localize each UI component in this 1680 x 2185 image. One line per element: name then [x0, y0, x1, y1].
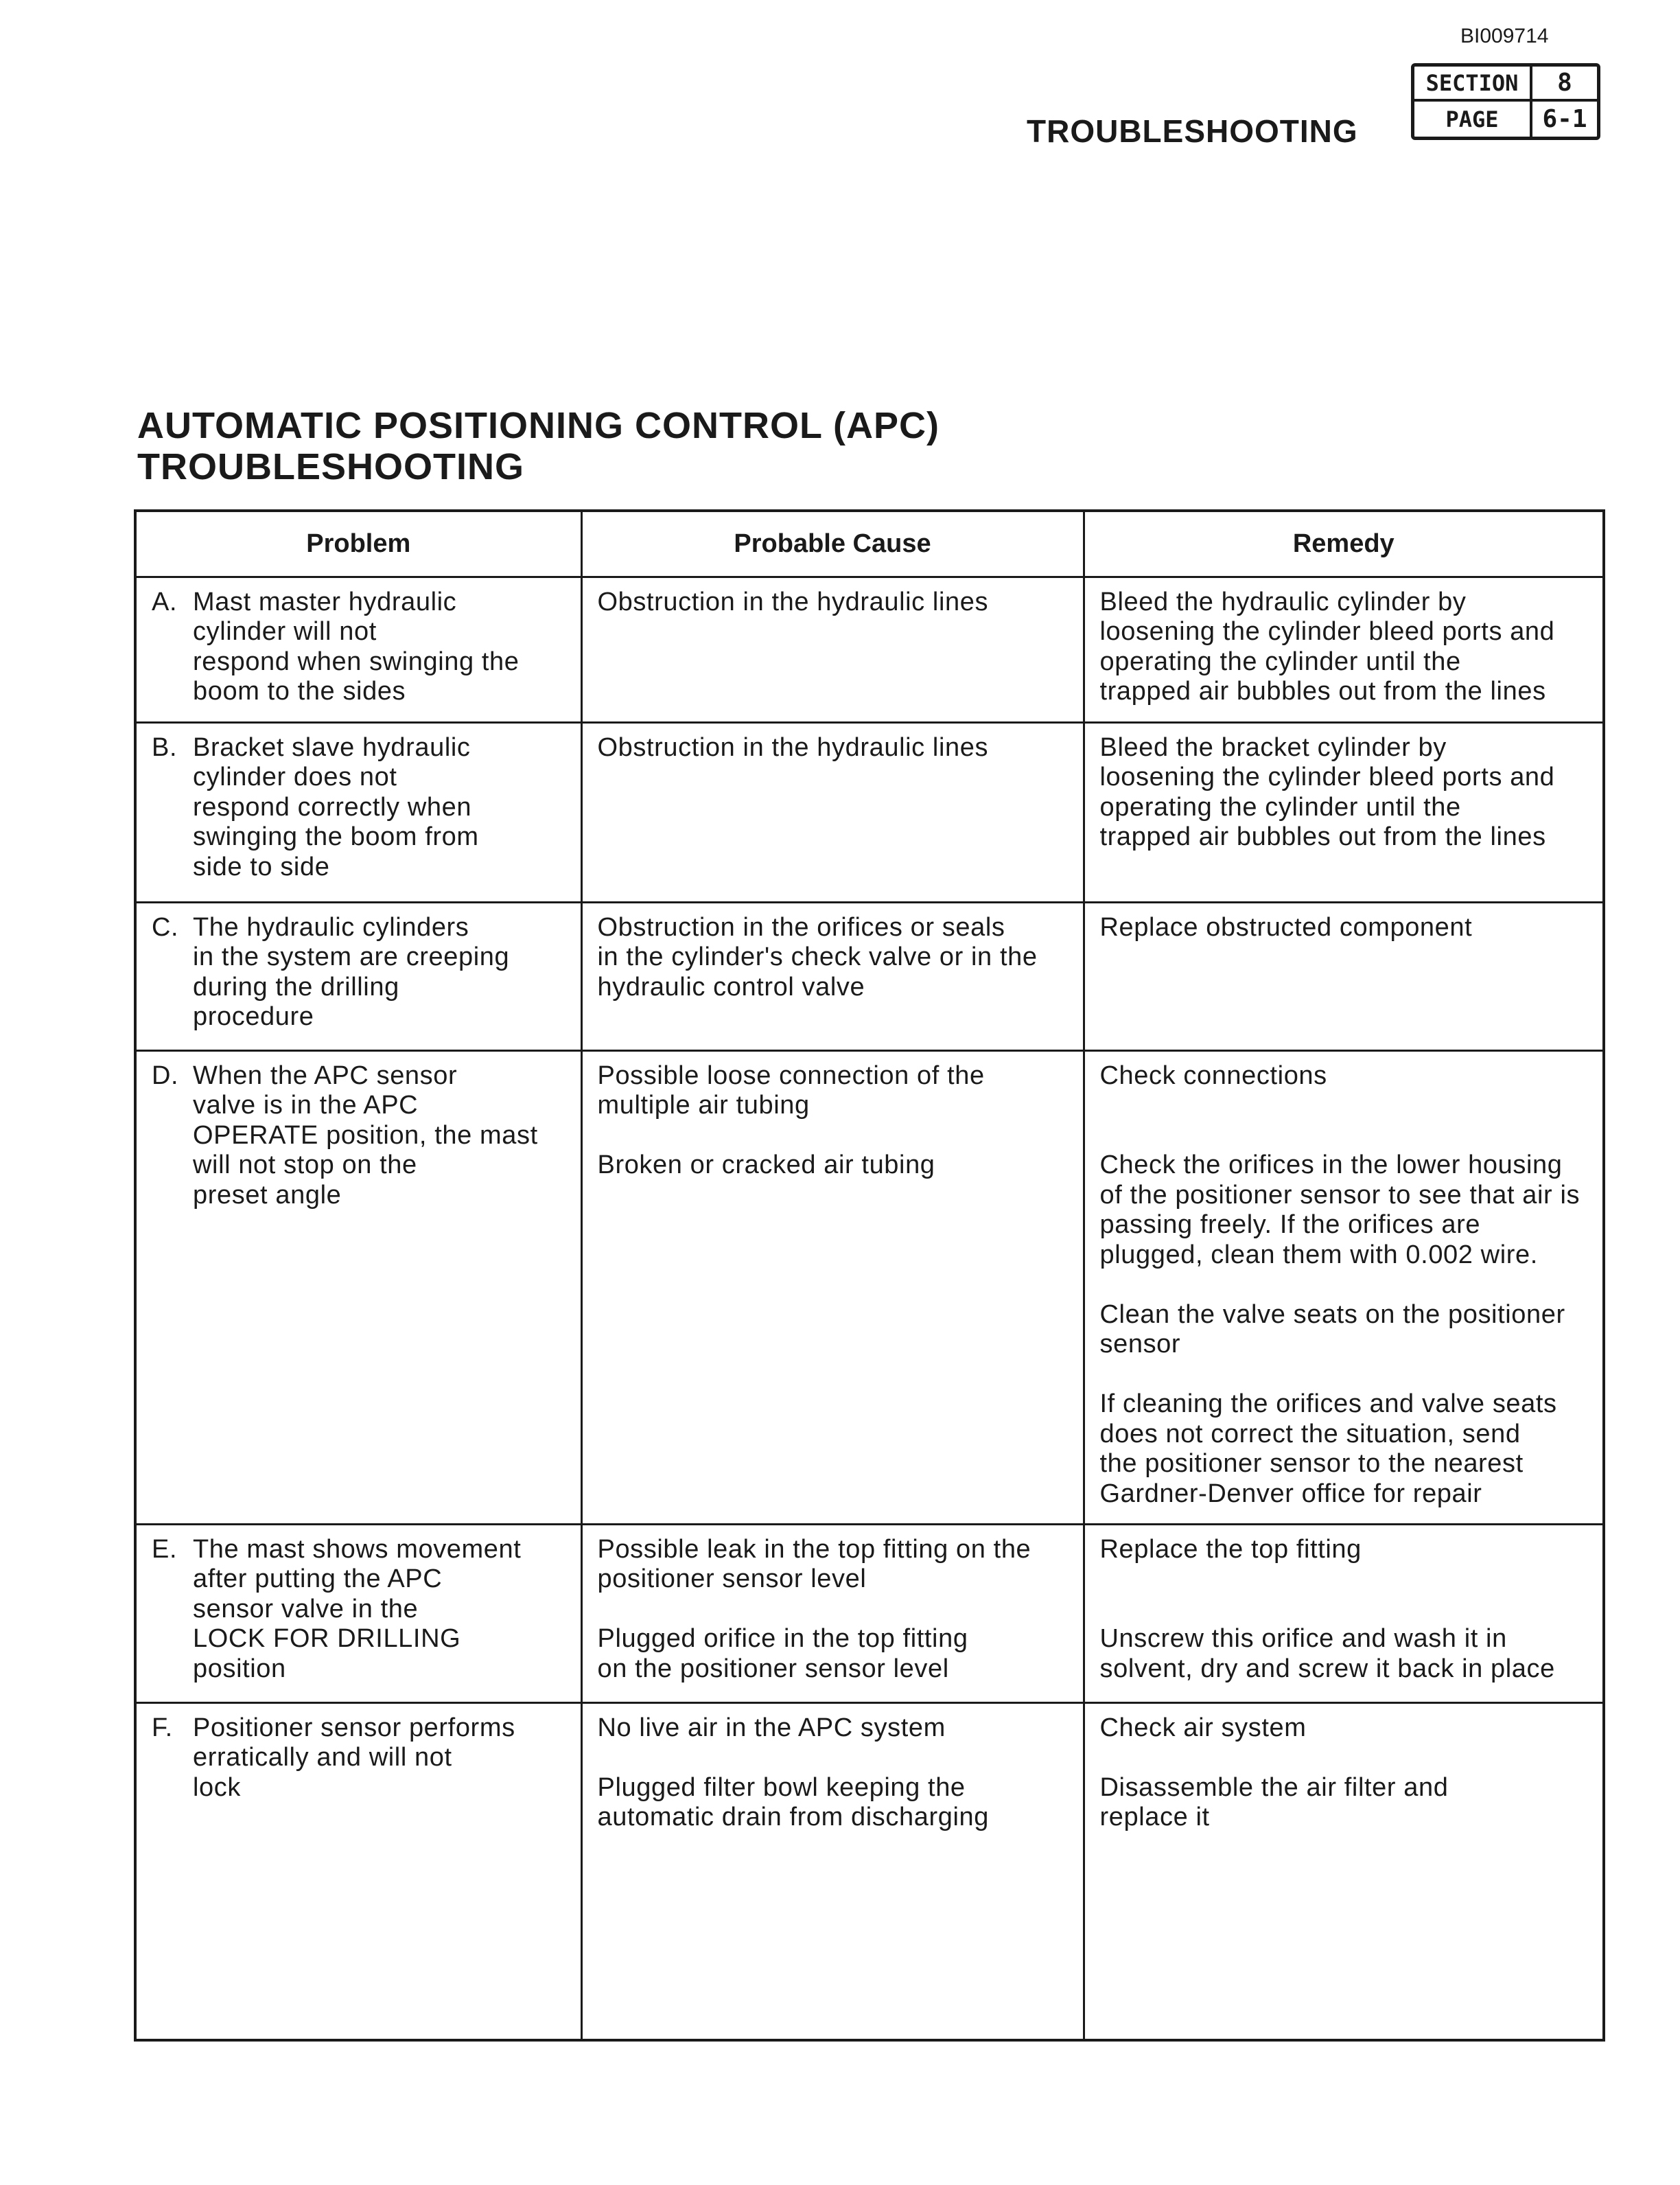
problem-line: The mast shows movement	[193, 1534, 522, 1564]
remedy-line: loosening the cylinder bleed ports and	[1099, 617, 1555, 646]
running-header-title: TROUBLESHOOTING	[1027, 113, 1358, 149]
remedy-cell	[1084, 902, 1604, 1050]
page-title-line-2: TROUBLESHOOTING	[137, 446, 524, 487]
problem-line: respond when swinging the	[193, 647, 520, 676]
cause-line: Possible leak in the top fitting on the	[597, 1534, 1031, 1564]
section-label: SECTION	[1414, 67, 1532, 102]
cause-line: Obstruction in the hydraulic lines	[597, 732, 989, 762]
problem-line: sensor valve in the	[193, 1594, 419, 1623]
cause-line: multiple air tubing	[597, 1091, 810, 1120]
page-title-line-1: AUTOMATIC POSITIONING CONTROL (APC)	[137, 405, 940, 446]
cause-cell	[581, 722, 1084, 902]
remedy-line: plugged, clean them with 0.002 wire.	[1099, 1240, 1538, 1269]
cause-cell	[581, 902, 1084, 1050]
remedy-line: Check air system	[1099, 1713, 1307, 1742]
section-value: 8	[1532, 67, 1597, 102]
troubleshooting-table	[134, 509, 1605, 2042]
problem-line: lock	[193, 1772, 241, 1802]
cause-cell	[581, 1702, 1084, 2040]
problem-line: procedure	[193, 1002, 314, 1031]
cause-line: Plugged orifice in the top fitting	[597, 1624, 968, 1653]
problem-letter: B.	[152, 732, 178, 762]
problem-line: boom to the sides	[193, 677, 406, 706]
remedy-line: solvent, dry and screw it back in place	[1099, 1654, 1555, 1683]
remedy-cell	[1084, 577, 1604, 722]
table-row	[135, 722, 1604, 902]
problem-cell	[135, 1050, 581, 1524]
remedy-line: If cleaning the orifices and valve seats	[1099, 1389, 1557, 1418]
cause-line: Obstruction in the hydraulic lines	[597, 587, 989, 616]
problem-letter: D.	[152, 1061, 179, 1090]
remedy-line: passing freely. If the orifices are	[1099, 1210, 1481, 1239]
problem-cell	[135, 1524, 581, 1702]
remedy-line: trapped air bubbles out from the lines	[1099, 822, 1546, 851]
document-id: BI009714	[1460, 25, 1549, 47]
problem-line: swinging the boom from	[193, 822, 479, 851]
remedy-line: the positioner sensor to the nearest	[1099, 1449, 1524, 1478]
problem-line: Positioner sensor performs	[193, 1713, 515, 1742]
problem-line: When the APC sensor	[193, 1061, 458, 1090]
problem-line: OPERATE position, the mast	[193, 1120, 538, 1150]
header-problem: Problem	[135, 511, 581, 577]
problem-line: cylinder does not	[193, 763, 397, 791]
cause-line: hydraulic control valve	[597, 972, 865, 1002]
problem-cell	[135, 902, 581, 1050]
remedy-line: Bleed the bracket cylinder by	[1099, 732, 1447, 762]
remedy-line: does not correct the situation, send	[1099, 1419, 1521, 1448]
remedy-cell	[1084, 1524, 1604, 1702]
problem-line: The hydraulic cylinders	[193, 912, 469, 942]
cause-line: on the positioner sensor level	[597, 1654, 949, 1683]
cause-cell	[581, 577, 1084, 722]
remedy-cell	[1084, 1050, 1604, 1524]
remedy-line: Replace obstructed component	[1099, 912, 1473, 942]
page-value: 6-1	[1542, 105, 1587, 133]
remedy-line: operating the cylinder until the	[1099, 792, 1461, 822]
table-row	[135, 1050, 1604, 1524]
table-row	[135, 577, 1604, 722]
remedy-line: Check the orifices in the lower housing	[1099, 1151, 1563, 1179]
problem-line: during the drilling	[193, 972, 399, 1002]
problem-line: after putting the APC	[193, 1564, 443, 1593]
problem-line: side to side	[193, 852, 330, 881]
cause-line: No live air in the APC system	[597, 1713, 946, 1742]
problem-cell	[135, 1702, 581, 2040]
remedy-line: operating the cylinder until the	[1099, 647, 1461, 676]
problem-line: position	[193, 1654, 286, 1683]
problem-letter: A.	[152, 587, 178, 616]
problem-line: valve is in the APC	[193, 1091, 419, 1120]
cause-cell	[581, 1050, 1084, 1524]
cause-line: in the cylinder's check valve or in the	[597, 943, 1038, 971]
problem-line: in the system are creeping	[193, 943, 510, 971]
table-row	[135, 1524, 1604, 1702]
remedy-line: replace it	[1099, 1803, 1210, 1831]
problem-line: Mast master hydraulic	[193, 587, 457, 616]
remedy-line: trapped air bubbles out from the lines	[1099, 677, 1546, 706]
remedy-line: of the positioner sensor to see that air is	[1099, 1180, 1580, 1210]
page-label: PAGE	[1414, 102, 1532, 137]
problem-line: will not stop on the	[193, 1151, 417, 1179]
problem-cell	[135, 577, 581, 722]
remedy-line: loosening the cylinder bleed ports and	[1099, 763, 1555, 791]
cause-line: positioner sensor level	[597, 1564, 867, 1593]
remedy-cell	[1084, 722, 1604, 902]
remedy-line: Disassemble the air filter and	[1099, 1772, 1449, 1802]
problem-line: preset angle	[193, 1180, 342, 1210]
remedy-line: Replace the top fitting	[1099, 1534, 1362, 1564]
problem-letter: C.	[152, 912, 179, 942]
page-title	[137, 405, 940, 487]
problem-letter: E.	[152, 1534, 178, 1564]
table-row	[135, 1702, 1604, 2040]
remedy-line: Gardner-Denver office for repair	[1099, 1479, 1482, 1508]
remedy-cell	[1084, 1702, 1604, 2040]
cause-line: Obstruction in the orifices or seals	[597, 912, 1005, 942]
cause-line: automatic drain from discharging	[597, 1803, 989, 1831]
problem-line: erratically and will not	[193, 1743, 452, 1772]
problem-cell	[135, 722, 581, 902]
problem-line: Bracket slave hydraulic	[193, 732, 471, 762]
remedy-line: Check connections	[1099, 1061, 1327, 1090]
header-probable-cause: Probable Cause	[581, 511, 1084, 577]
table-header-row	[135, 511, 1604, 577]
header-remedy: Remedy	[1084, 511, 1604, 577]
remedy-line: Unscrew this orifice and wash it in	[1099, 1624, 1507, 1653]
cause-line: Broken or cracked air tubing	[597, 1151, 935, 1179]
remedy-line: Clean the valve seats on the positioner	[1099, 1299, 1565, 1329]
problem-line: respond correctly when	[193, 792, 472, 822]
problem-letter: F.	[152, 1713, 173, 1742]
table-row	[135, 902, 1604, 1050]
problem-line: cylinder will not	[193, 617, 377, 646]
cause-line: Plugged filter bowl keeping the	[597, 1772, 966, 1802]
cause-line: Possible loose connection of the	[597, 1061, 985, 1090]
remedy-line: sensor	[1099, 1330, 1181, 1359]
section-page-box	[1411, 63, 1600, 140]
remedy-line: Bleed the hydraulic cylinder by	[1099, 587, 1467, 616]
problem-line: LOCK FOR DRILLING	[193, 1624, 461, 1653]
cause-cell	[581, 1524, 1084, 1702]
